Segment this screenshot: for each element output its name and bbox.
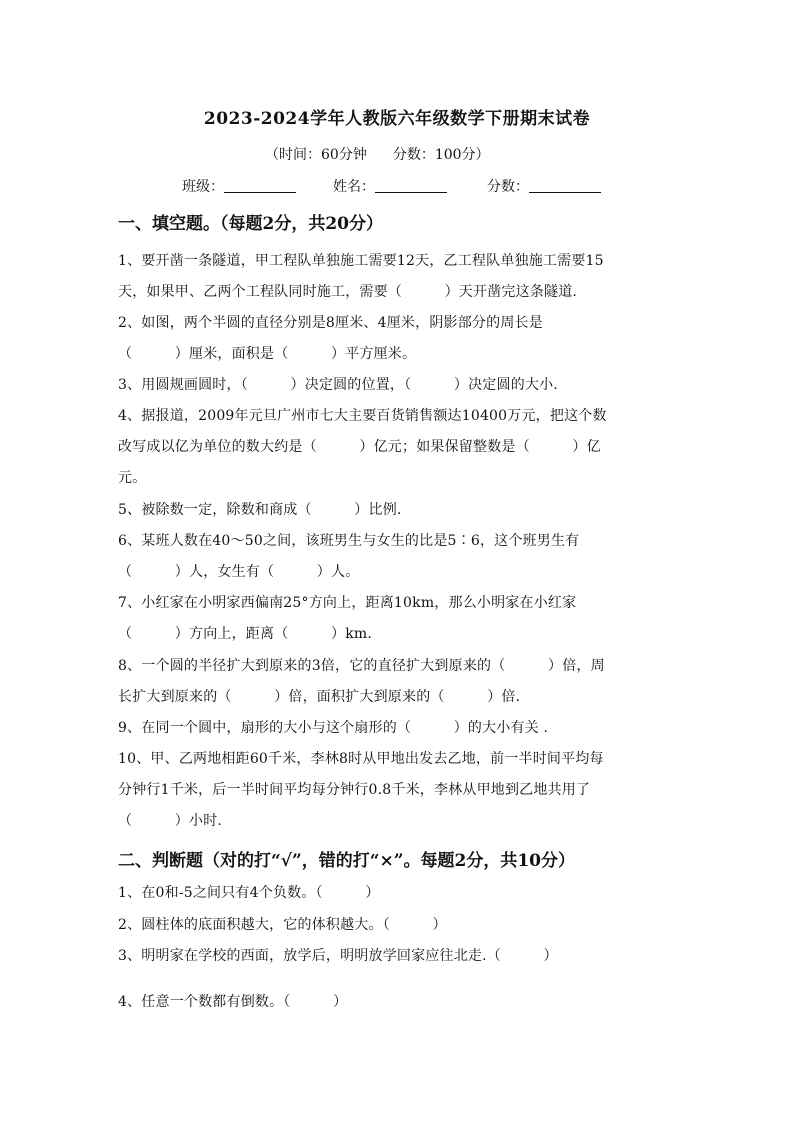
class-label: 班级： <box>182 179 224 195</box>
name-blank <box>375 178 447 193</box>
s2-line-4: 4、任意一个数都有倒数。（ ） <box>118 994 348 1010</box>
section2-heading: 二、判断题（对的打“√”，错的打“×”。每题2分，共10分） <box>118 851 576 871</box>
s1-line-8: 元。 <box>118 470 147 486</box>
s1-line-18: 分钟行1千米，后一半时间平均每分钟行0.8千米，李林从甲地到乙地共用了 <box>118 782 591 798</box>
s1-line-12: 7、小红家在小明家西偏南25°方向上，距离10km，那么小明家在小红家 <box>118 595 577 611</box>
s1-line-14: 8、一个圆的半径扩大到原来的3倍，它的直径扩大到原来的（ ）倍，周 <box>118 658 605 674</box>
s1-line-15: 长扩大到原来的（ ）倍，面积扩大到原来的（ ）倍. <box>118 689 521 705</box>
s1-line-7: 改写成以亿为单位的数大约是（ ）亿元；如果保留整数是（ ）亿 <box>118 439 601 455</box>
s1-line-5: 3、用圆规画圆时，（ ）决定圆的位置，（ ）决定圆的大小. <box>118 377 558 393</box>
s1-line-13: （ ）方向上，距离（ ）km. <box>118 626 373 642</box>
class-field <box>182 176 296 196</box>
section1-heading: 一、填空题。（每题2分，共20分） <box>118 214 383 234</box>
s1-line-17: 10、甲、乙两地相距60千米，李林8时从甲地出发去乙地，前一半时间平均每 <box>118 751 604 767</box>
exam-total-score: 分数：100分） <box>392 147 490 163</box>
s1-line-11: （ ）人，女生有（ ）人。 <box>118 564 360 580</box>
s1-line-1: 1、要开凿一条隧道，甲工程队单独施工需要12天，乙工程队单独施工需要15 <box>118 253 604 269</box>
exam-time: （时间：60分钟 <box>265 147 367 163</box>
s2-line-2: 2、圆柱体的底面积越大，它的体积越大。（ ） <box>118 917 447 933</box>
s1-line-9: 5、被除数一定，除数和商成（ ）比例. <box>118 502 402 518</box>
score-blank <box>529 178 601 193</box>
s1-line-4: （ ）厘米，面积是（ ）平方厘米。 <box>118 346 417 362</box>
s1-line-10: 6、某班人数在40～50之间，该班男生与女生的比是5∶6，这个班男生有 <box>118 533 580 549</box>
s2-line-1: 1、在0和-5之间只有4个负数。（ ） <box>118 885 380 901</box>
score-label: 分数： <box>487 179 529 195</box>
class-blank <box>224 178 296 193</box>
s1-line-19: （ ）小时. <box>118 813 223 829</box>
s1-line-16: 9、在同一个圆中，扇形的大小与这个扇形的（ ）的大小有关 . <box>118 720 549 736</box>
s1-line-2: 天，如果甲、乙两个工程队同时施工，需要（ ）天开凿完这条隧道. <box>118 284 578 300</box>
name-field <box>333 176 447 196</box>
s2-line-3: 3、明明家在学校的西面，放学后，明明放学回家应往北走.（ ） <box>118 948 558 964</box>
exam-subtitle <box>265 144 490 164</box>
score-field <box>487 176 601 196</box>
s1-line-3: 2、如图，两个半圆的直径分别是8厘米、4厘米，阴影部分的周长是 <box>118 315 543 331</box>
exam-title: 2023-2024学年人教版六年级数学下册期末试卷 <box>203 109 591 129</box>
name-label: 姓名： <box>333 179 375 195</box>
s1-line-6: 4、据报道，2009年元旦广州市七大主要百货销售额达10400万元，把这个数 <box>118 408 607 424</box>
